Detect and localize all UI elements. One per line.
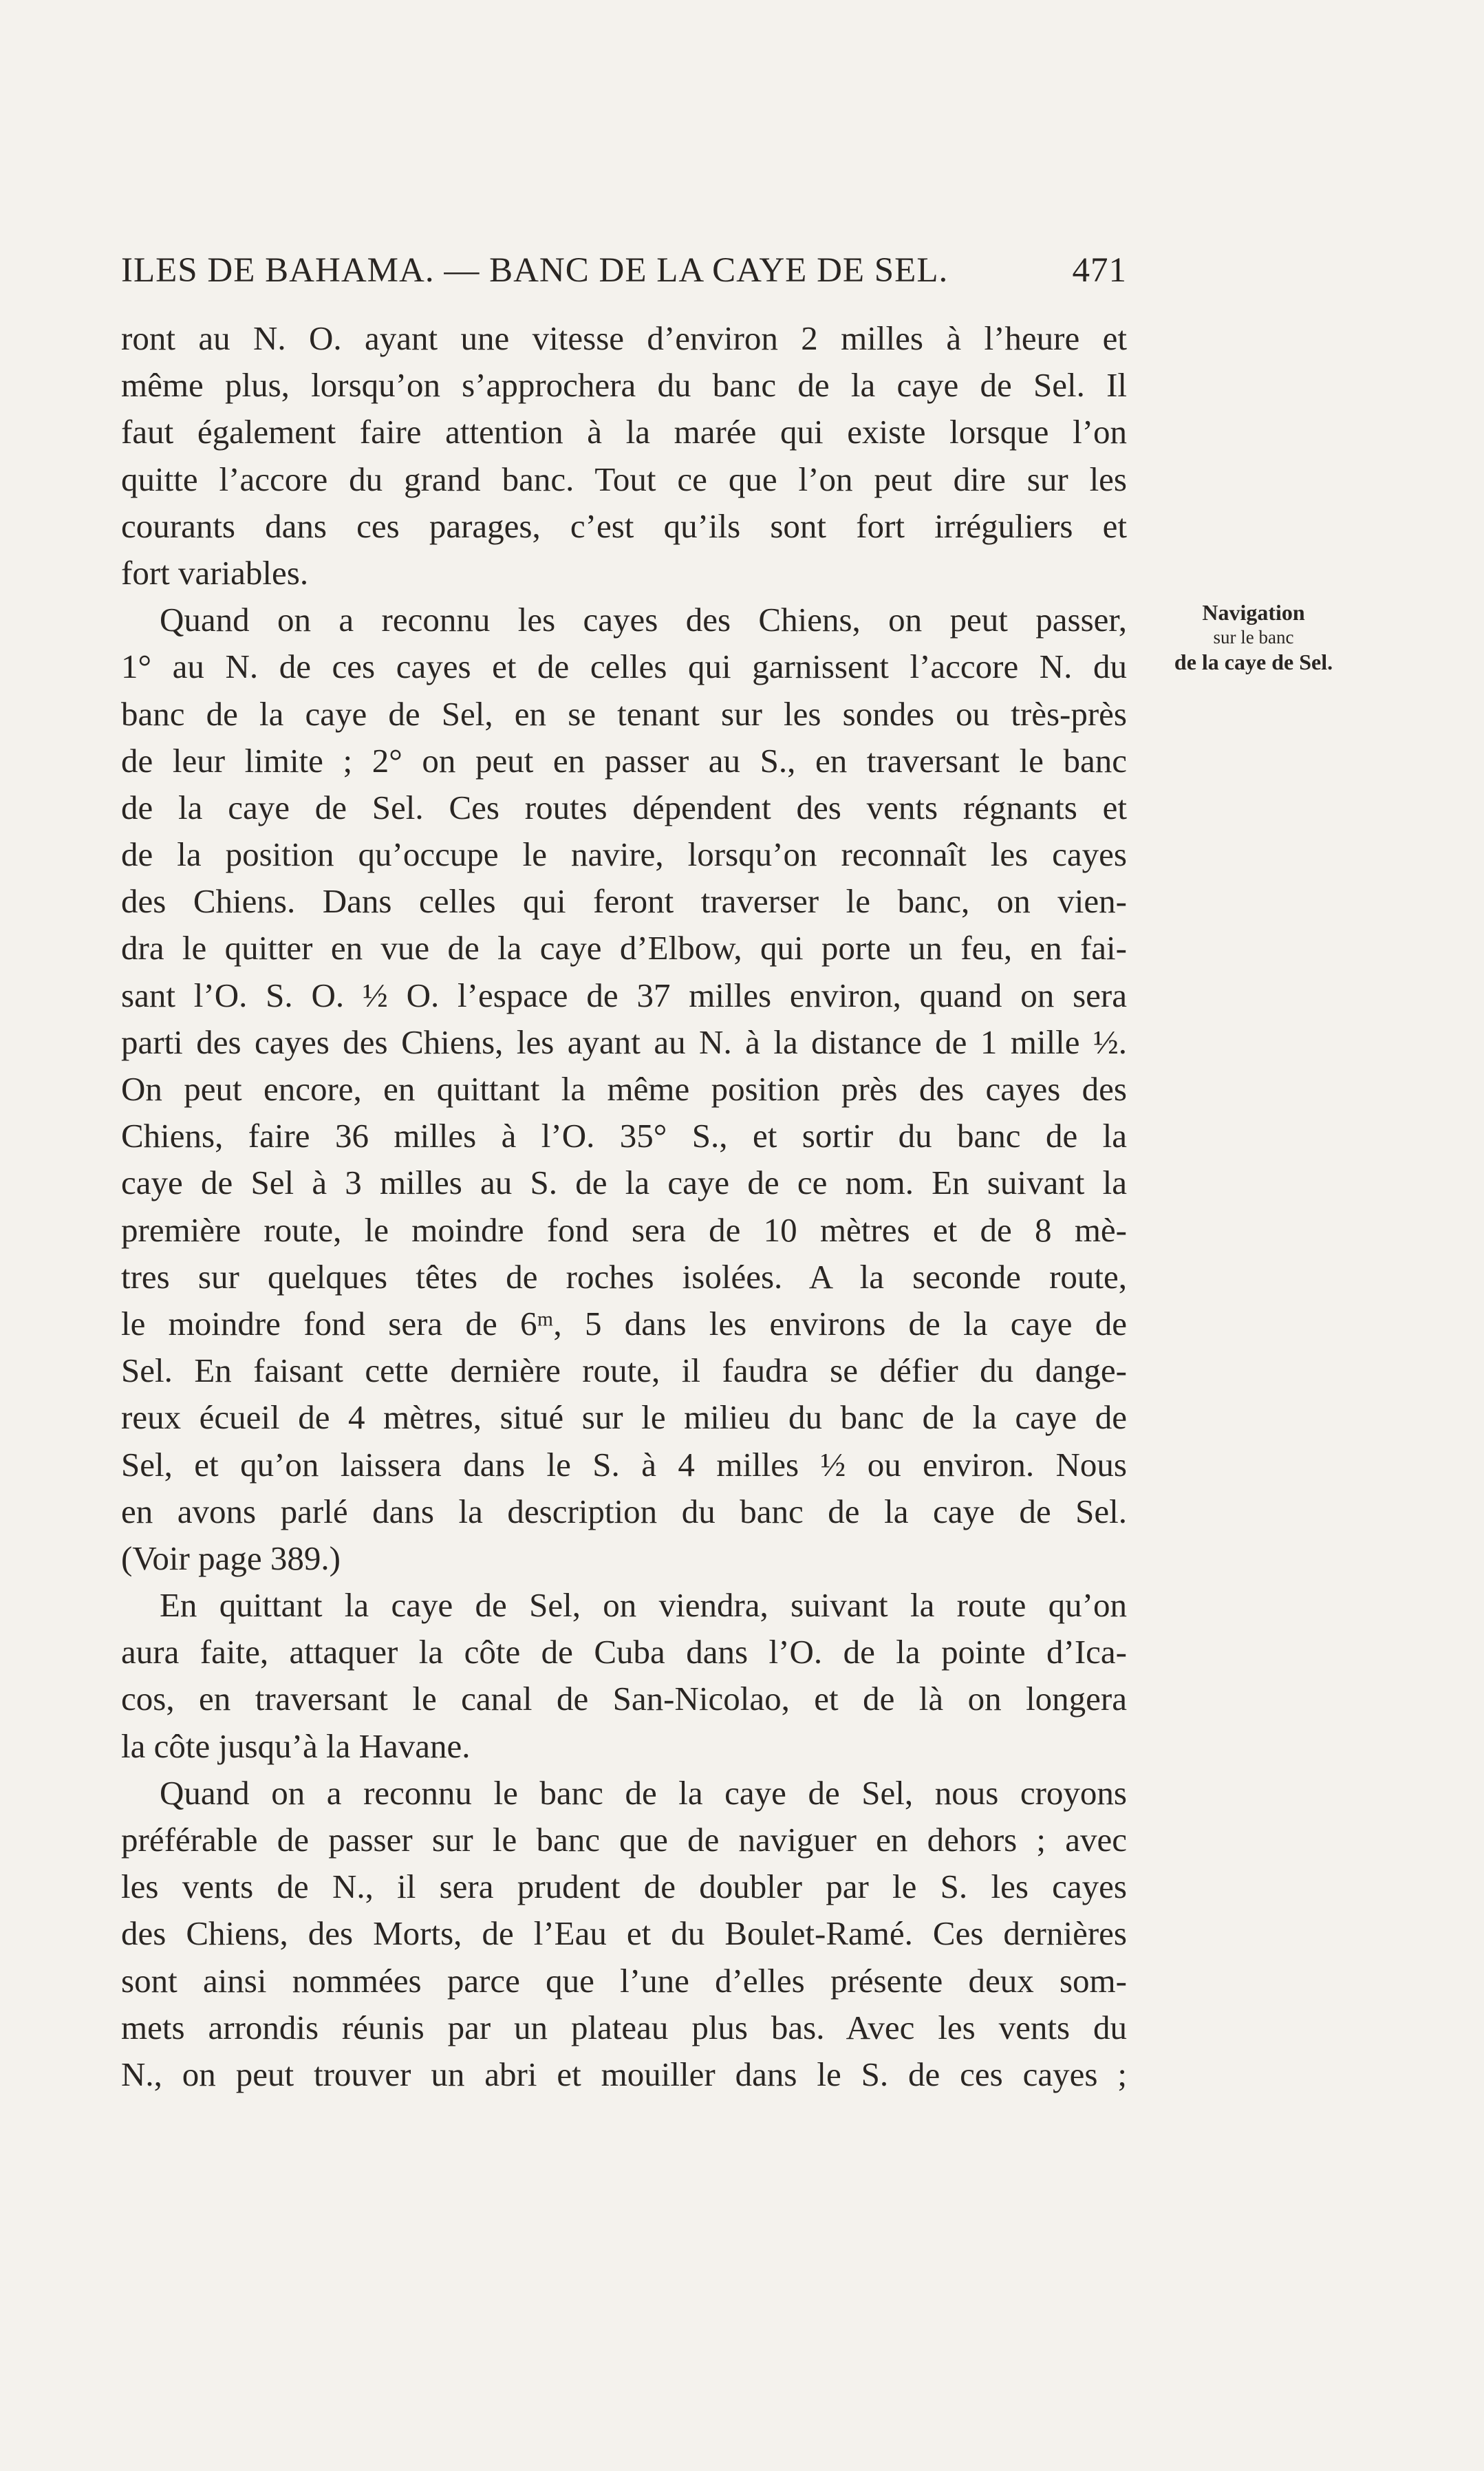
text-line: reux écueil de 4 mètres, situé sur le milieu du banc de la caye de xyxy=(121,1398,1127,1437)
text-line: tres sur quelques têtes de roches isolées. A la seconde route, xyxy=(121,1257,1127,1296)
text-line: de la position qu’occupe le navire, lorsqu’on reconnaît les cayes xyxy=(121,835,1127,874)
text-line: les vents de N., il sera prudent de doubler par le S. les cayes xyxy=(121,1868,1127,1906)
text-line: première route, le moindre fond sera de 10 mètres et de 8 mè- xyxy=(121,1210,1127,1249)
text-line: En quittant la caye de Sel, on viendra, suivant la route qu’on xyxy=(160,1586,1127,1625)
text-line: Sel. En faisant cette dernière route, il faudra se défier du dange- xyxy=(121,1351,1127,1390)
margin-note-line: de la caye de Sel. xyxy=(1174,650,1333,674)
text-line: même plus, lorsqu’on s’approchera du banc de la caye de Sel. Il xyxy=(121,366,1127,405)
text-line: faut également faire attention à la marée qui existe lorsque l’on xyxy=(121,413,1127,451)
text-line: parti des cayes des Chiens, les ayant au N. à la distance de 1 mille ½. xyxy=(121,1023,1127,1061)
text-line: Quand on a reconnu le banc de la caye de Sel, nous croyons xyxy=(160,1773,1127,1812)
margin-note-line: Navigation xyxy=(1202,600,1305,625)
text-line: de la caye de Sel. Ces routes dépendent des vents régnants et xyxy=(121,788,1127,826)
text-line: courants dans ces parages, c’est qu’ils sont fort irréguliers et xyxy=(121,506,1127,545)
text-line: On peut encore, en quittant la même position près des cayes des xyxy=(121,1070,1127,1108)
margin-note xyxy=(1150,600,1357,674)
text-line: dra le quitter en vue de la caye d’Elbow, qui porte un feu, en fai- xyxy=(121,929,1127,967)
text-line: (Voir page 389.) xyxy=(121,1539,341,1577)
text-line: Sel, et qu’on laissera dans le S. à 4 milles ½ ou environ. Nous xyxy=(121,1445,1127,1484)
text-line: Quand on a reconnu les cayes des Chiens, on peut passer, xyxy=(160,601,1127,639)
text-line: 1° au N. de ces cayes et de celles qui garnissent l’accore N. du xyxy=(121,648,1127,686)
text-line: préférable de passer sur le banc que de naviguer en dehors ; avec xyxy=(121,1821,1127,1859)
text-line: caye de Sel à 3 milles au S. de la caye de ce nom. En suivant la xyxy=(121,1164,1127,1202)
text-line: fort variables. xyxy=(121,553,309,592)
text-line: ront au N. O. ayant une vitesse d’environ 2 milles à l’heure et xyxy=(121,319,1127,357)
page-number: 471 xyxy=(1072,251,1127,290)
text-line: quitte l’accore du grand banc. Tout ce que l’on peut dire sur les xyxy=(121,460,1127,498)
text-line: sant l’O. S. O. ½ O. l’espace de 37 milles environ, quand on sera xyxy=(121,976,1127,1014)
text-line: cos, en traversant le canal de San-Nicolao, et de là on longera xyxy=(121,1680,1127,1718)
text-line: sont ainsi nommées parce que l’une d’elles présente deux som- xyxy=(121,1961,1127,2000)
body-text xyxy=(121,315,1127,2098)
text-line: Chiens, faire 36 milles à l’O. 35° S., et sortir du banc de la xyxy=(121,1117,1127,1155)
text-line: de leur limite ; 2° on peut en passer au S., en traversant le banc xyxy=(121,741,1127,780)
margin-note-line: sur le banc xyxy=(1213,627,1294,648)
running-title: ILES DE BAHAMA. — BANC DE LA CAYE DE SEL. xyxy=(121,251,949,290)
text-line: la côte jusqu’à la Havane. xyxy=(121,1726,471,1765)
text-line: N., on peut trouver un abri et mouiller dans le S. de ces cayes ; xyxy=(121,2055,1127,2093)
text-line: aura faite, attaquer la côte de Cuba dans l’O. de la pointe d’Ica- xyxy=(121,1633,1127,1671)
text-line: banc de la caye de Sel, en se tenant sur les sondes ou très-près xyxy=(121,694,1127,733)
text-line: mets arrondis réunis par un plateau plus bas. Avec les vents du xyxy=(121,2008,1127,2046)
page-header xyxy=(121,250,1127,291)
text-line: des Chiens. Dans celles qui feront traverser le banc, on vien- xyxy=(121,882,1127,921)
text-line: des Chiens, des Morts, de l’Eau et du Boulet-Ramé. Ces dernières xyxy=(121,1914,1127,1953)
text-line: le moindre fond sera de 6ᵐ, 5 dans les environs de la caye de xyxy=(121,1304,1127,1343)
text-line: en avons parlé dans la description du banc de la caye de Sel. xyxy=(121,1492,1127,1530)
